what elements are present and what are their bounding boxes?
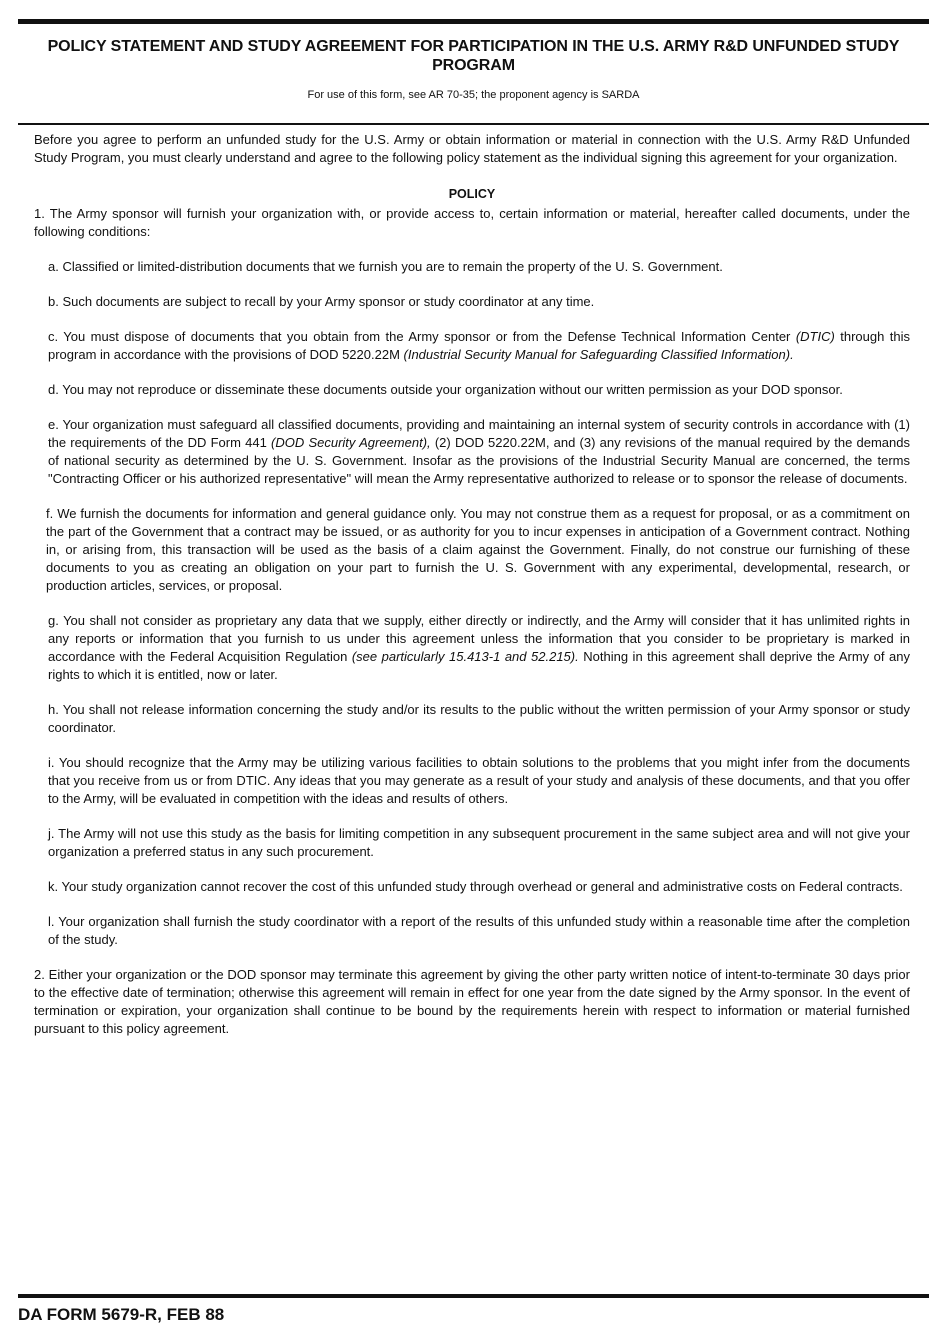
- policy-heading: POLICY: [448, 187, 496, 201]
- policy-item-1: 1. The Army sponsor will furnish your organization with, or provide access to, certain information or material, hereafter called documents, under the following conditions:: [34, 206, 910, 239]
- policy-item-g-italic-1: (see particularly 15.413-1 and 52.215).: [351, 649, 579, 664]
- policy-item-2: 2. Either your organization or the DOD sponsor may terminate this agreement by giving the other party written notice of intent-to-terminate 30 days prior to the effective date of termination; otherwise this agreement will remain in effect for one year from the date signed by the Army sponsor. In the event of termination or expiration, your organization shall continue to be bound by the requirements herein with respect to information or material furnished pursuant to this policy agreement.: [34, 967, 910, 1036]
- top-rule: [18, 19, 929, 24]
- policy-item-c-italic-1: (DTIC): [795, 329, 835, 344]
- policy-item-c-italic-2: (Industrial Security Manual for Safeguarding Classified Information).: [403, 347, 794, 362]
- policy-item-a: a. Classified or limited-distribution documents that we furnish you are to remain the property of the U. S. Government.: [48, 259, 723, 274]
- form-subtitle: For use of this form, see AR 70-35; the proponent agency is SARDA: [307, 89, 640, 101]
- policy-item-h: h. You shall not release information concerning the study and/or its results to the public without the written permission of your Army sponsor or study coordinator.: [48, 702, 910, 735]
- policy-item-c: [48, 328, 910, 364]
- form-title: POLICY STATEMENT AND STUDY AGREEMENT FOR PARTICIPATION IN THE U.S. ARMY R&D UNFUNDED STUDY PROGRAM: [47, 38, 900, 74]
- policy-item-e-text-1: e. Your organization must safeguard all classified documents, providing and maintaining an internal system of security controls in accordance with (1) the requirements of the DD Form 441: [48, 417, 910, 450]
- policy-item-g-text-2: Nothing in this agreement shall deprive the Army of any rights to which it is entitled, now or later.: [48, 649, 910, 682]
- policy-item-c-text-2: through this program in accordance with the provisions of DOD 5220.22M: [48, 329, 911, 362]
- policy-item-k: k. Your study organization cannot recover the cost of this unfunded study through overhead or general and administrative costs on Federal contracts.: [48, 879, 903, 894]
- policy-item-l: l. Your organization shall furnish the study coordinator with a report of the results of this unfunded study within a reasonable time after the completion of the study.: [48, 914, 910, 947]
- policy-item-j: j. The Army will not use this study as the basis for limiting competition in any subsequent procurement in the same subject area and will not give your organization a preferred status in any such procurement.: [48, 826, 910, 859]
- header-divider: [18, 123, 929, 125]
- policy-item-g: [48, 612, 910, 684]
- policy-item-e-text-2: (2) DOD 5220.22M, and (3) any revisions of the manual required by the demands of national security as determined by the U. S. Government. Insofar as the provisions of the Industrial Security Manual are concerned, the terms "Contracting Officer or his authorized representative" will mean the Army representative authorized to release or to sponsor the release of documents.: [48, 435, 910, 486]
- intro-paragraph: Before you agree to perform an unfunded study for the U.S. Army or obtain information or material in connection with the U.S. Army R&D Unfunded Study Program, you must clearly understand and agree to the following policy statement as the individual signing this agreement for your organization.: [34, 132, 910, 165]
- form-number: DA FORM 5679-R, FEB 88: [18, 1305, 225, 1324]
- policy-item-f: f. We furnish the documents for information and general guidance only. You may not construe them as a request for proposal, or as a commitment on the part of the Government that a contract may be issued, or as authority for you to incur expenses in anticipation of a Government contract. Nothing in, or arising from, this transaction will be used as the basis of a claim against the Government. Finally, do not construe our furnishing of these documents to you as creating an obligation on your part to furnish the U. S. Government with any experimental, developmental, research, or production articles, services, or proposal.: [46, 506, 910, 593]
- policy-item-e-italic-1: (DOD Security Agreement),: [271, 435, 431, 450]
- policy-item-i: i. You should recognize that the Army may be utilizing various facilities to obtain solutions to the problems that you might infer from the documents that you receive from us or from DTIC. Any ideas that you may generate as a result of your study and analysis of these documents, and that you offer to the Army, will be evaluated in competition with the ideas and results of others.: [48, 755, 910, 806]
- policy-item-c-text-1: c. You must dispose of documents that you obtain from the Army sponsor or from the Defense Technical Information Center: [48, 329, 796, 344]
- policy-body: [34, 131, 910, 1055]
- bottom-rule: [18, 1294, 929, 1298]
- policy-item-d: d. You may not reproduce or disseminate these documents outside your organization without our written permission as your DOD sponsor.: [48, 382, 843, 397]
- policy-item-g-text-1: g. You shall not consider as proprietary any data that we supply, either directly or indirectly, and the Army will consider that it has unlimited rights in any reports or information that you furnish to us under this agreement unless the information that you consider to be proprietary is marked in accordance with the Federal Acquisition Regulation: [48, 613, 910, 664]
- policy-item-e: [48, 416, 910, 488]
- policy-item-b: b. Such documents are subject to recall by your Army sponsor or study coordinator at any time.: [48, 294, 595, 309]
